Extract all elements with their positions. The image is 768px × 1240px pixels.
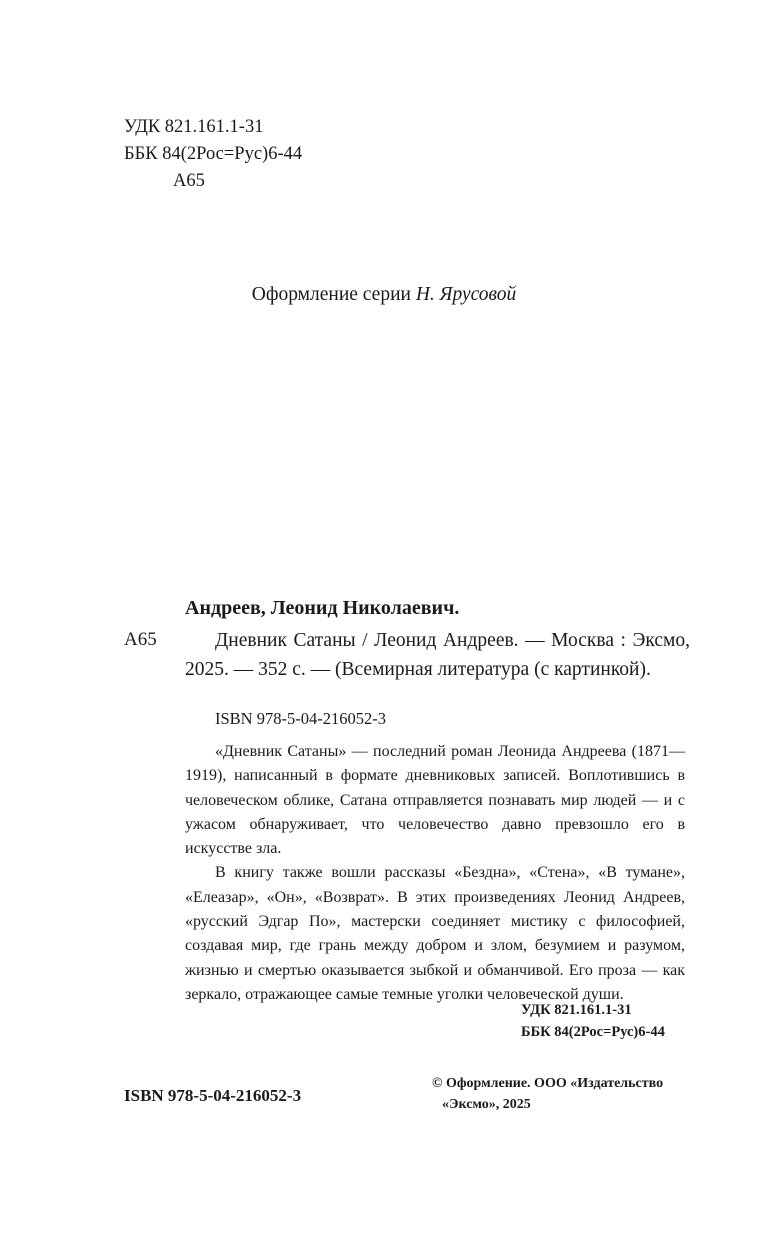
- series-design-prefix: Оформление серии: [251, 284, 411, 305]
- annotation-paragraph: «Дневник Сатаны» — последний роман Леонида Андреева (1871—1919), написанный в формате дневниковых записей. Воплотившись в человеческом облике, Сатана отправляется познавать мир людей — и с ужасом обнаруживает, что человечество давно превзошло его в искусстве зла.: [185, 743, 685, 858]
- author-heading: Андреев, Леонид Николаевич.: [185, 597, 460, 619]
- annotation-paragraph: В книгу также вошли рассказы «Бездна», «Стена», «В тумане», «Елеазар», «Он», «Возврат». В этих произведениях Леонид Андреев, «русский Эдгар По», мастерски соединяет мистику с философией, создавая мир, где грань между добром и злом, безумием и разумом, жизнью и смертью оказывается зыбкой и обманчивой. Его проза — как зеркало, отражающее самые темные уголки человеческой души.: [185, 864, 685, 1003]
- copyright-notice: [432, 1073, 663, 1115]
- top-classification-block: [124, 114, 302, 195]
- copyright-line-2: «Эксмо», 2025: [442, 1097, 531, 1112]
- bibliographic-description: Дневник Сатаны / Леонид Андреев. — Москва : Эксмо, 2025. — 352 с. — (Всемирная литература (с картинкой).: [185, 630, 690, 680]
- footer-isbn: ISBN 978-5-04-216052-3: [124, 1086, 302, 1105]
- series-design-credit: [0, 284, 768, 306]
- bib-author-mark: А65: [124, 629, 157, 650]
- bottom-bbk-code: ББК 84(2Рос=Рус)6-44: [521, 1024, 665, 1040]
- udk-code: УДК 821.161.1-31: [124, 117, 264, 137]
- bottom-udk-code: УДК 821.161.1-31: [521, 1002, 632, 1018]
- annotation: [185, 740, 685, 1007]
- isbn-record: ISBN 978-5-04-216052-3: [215, 709, 386, 728]
- series-designer-name: Н. Ярусовой: [415, 284, 517, 305]
- copyright-line-1: © Оформление. ООО «Издательство: [432, 1076, 664, 1091]
- author-mark: А65: [173, 171, 205, 191]
- bbk-code: ББК 84(2Рос=Рус)6-44: [124, 144, 303, 164]
- bottom-classification-block: [521, 999, 665, 1043]
